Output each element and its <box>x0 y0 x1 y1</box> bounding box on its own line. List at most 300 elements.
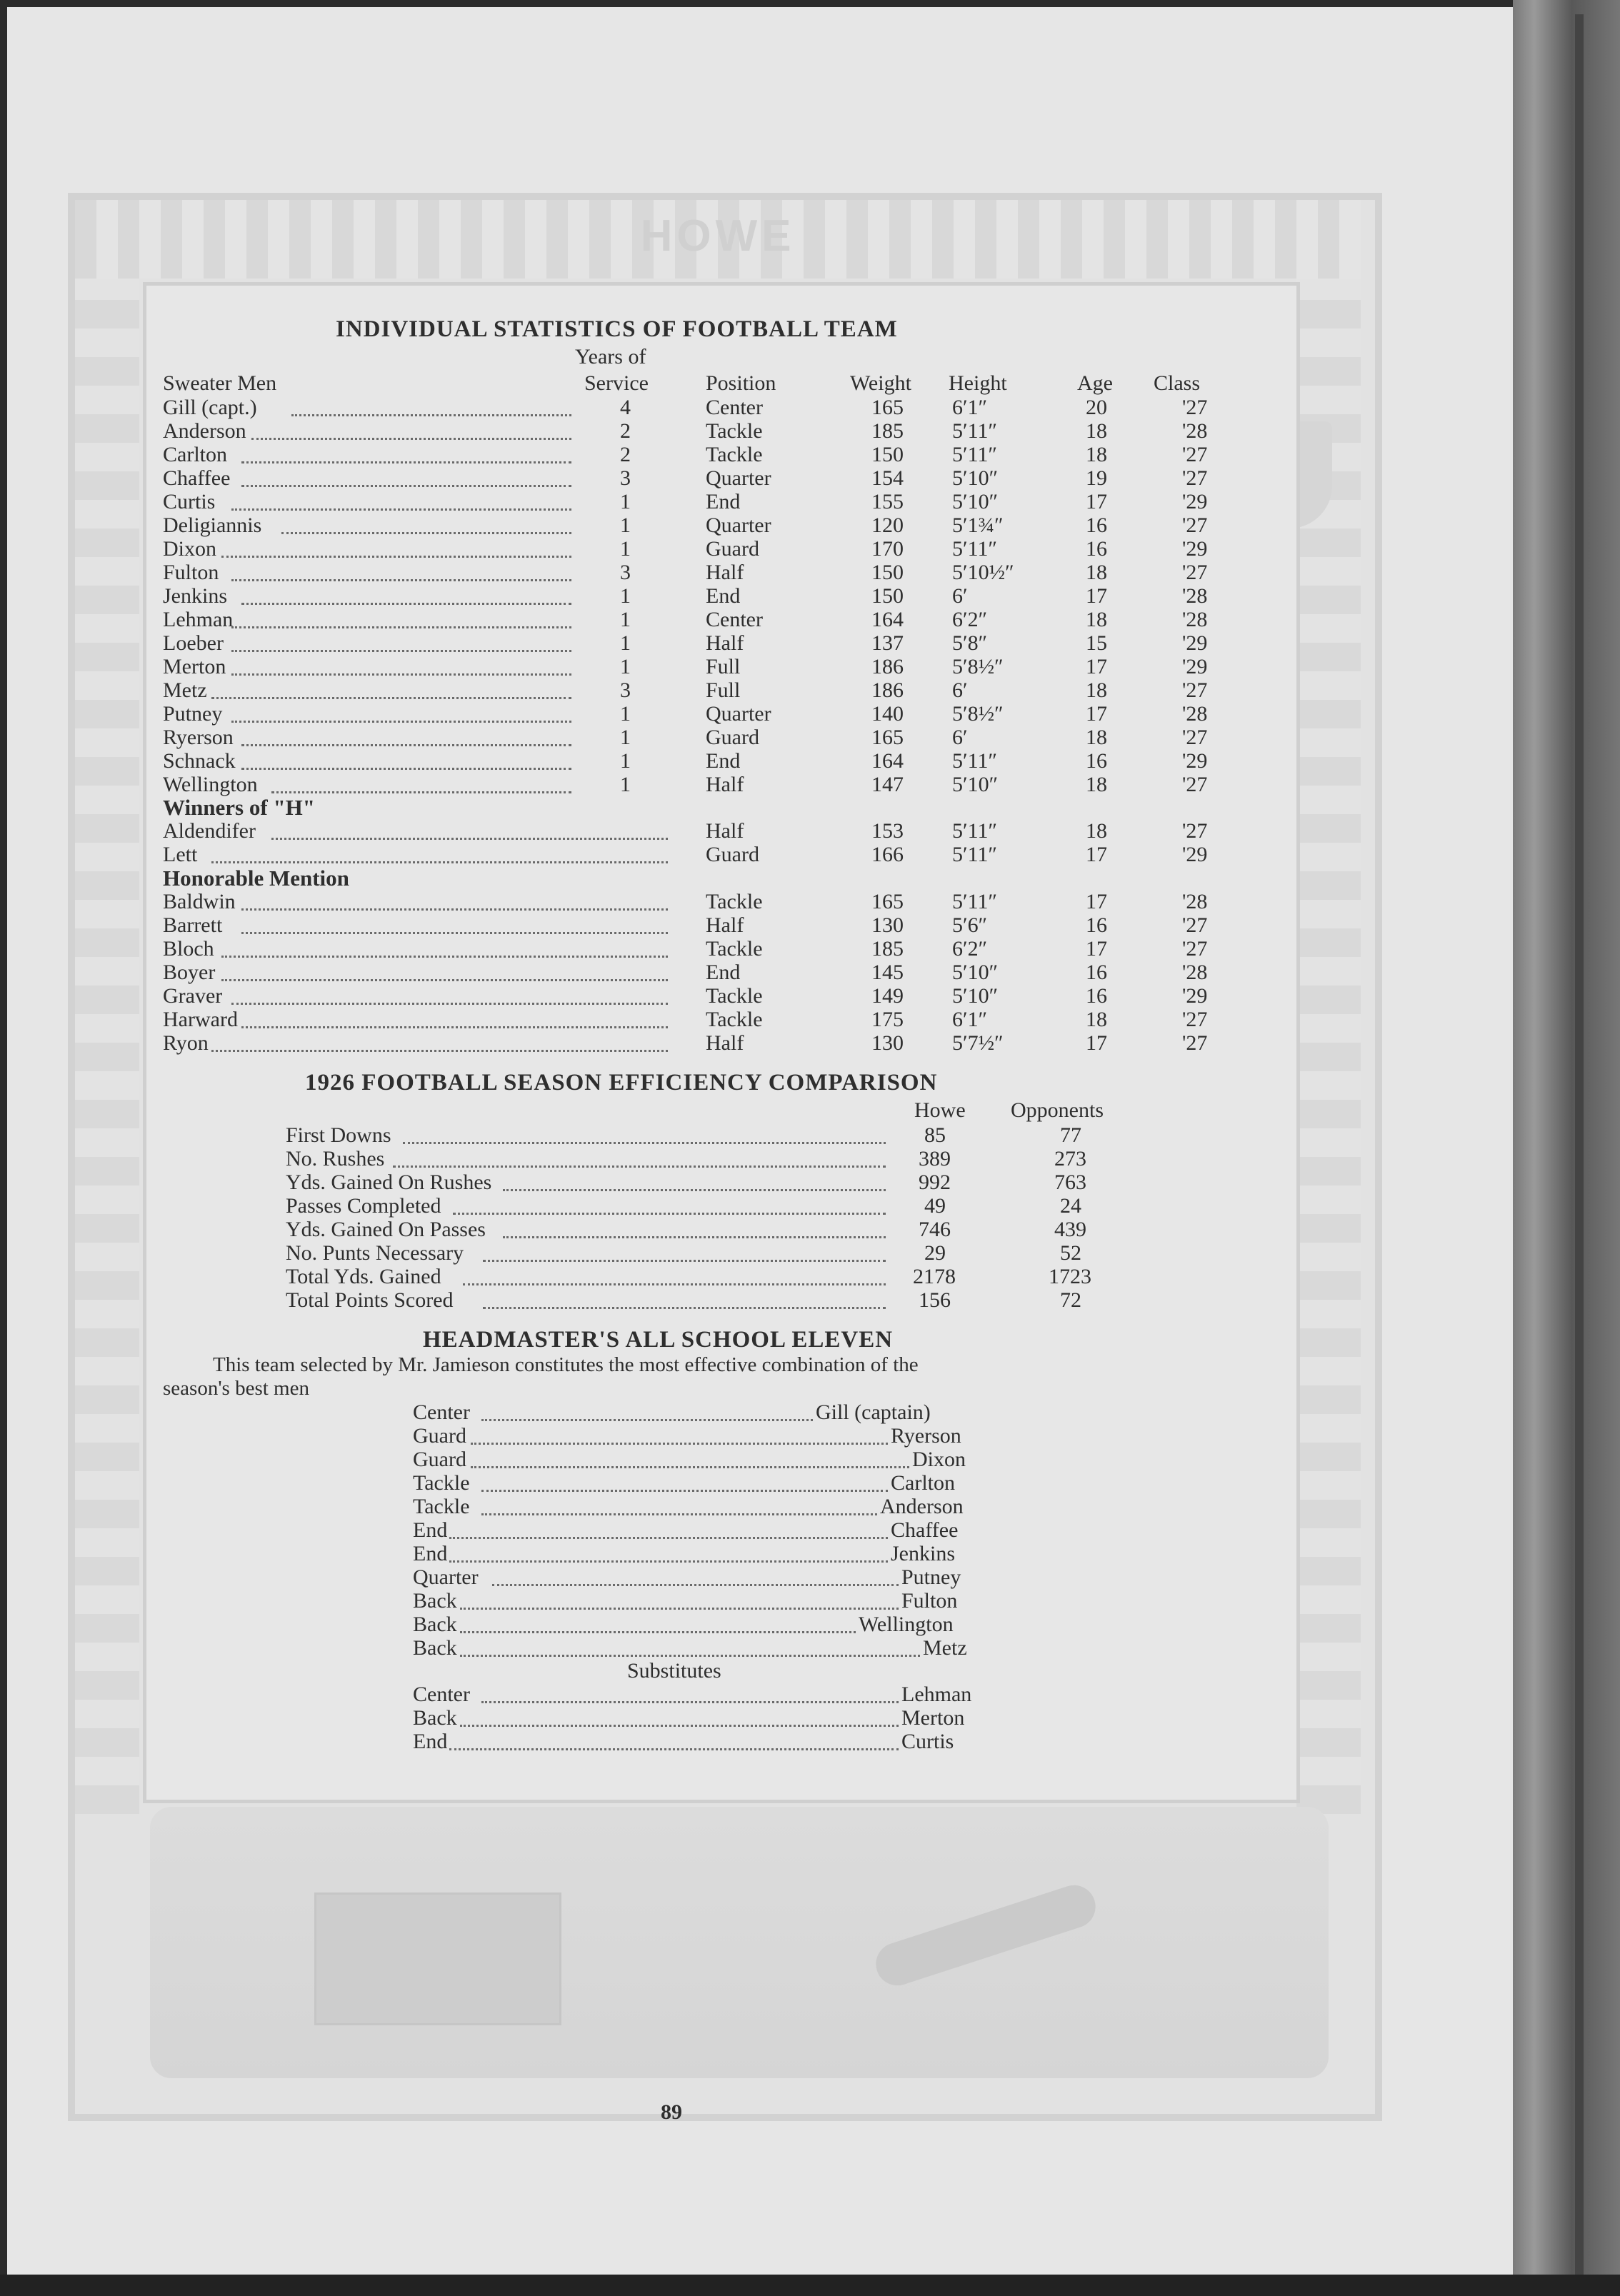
player-name: Curtis <box>163 490 216 513</box>
player-age: 19 <box>1086 466 1107 490</box>
eleven-player: Jenkins <box>891 1542 955 1565</box>
player-age: 17 <box>1086 890 1107 913</box>
dot-leader <box>271 791 571 793</box>
dot-leader <box>231 721 571 723</box>
col-service: Service <box>584 371 649 395</box>
player-age: 16 <box>1086 513 1107 537</box>
player-age: 16 <box>1086 913 1107 937</box>
player-weight: 165 <box>871 890 904 913</box>
eleven-player: Wellington <box>859 1613 954 1636</box>
dot-leader <box>449 1560 888 1563</box>
dot-leader <box>460 1725 899 1727</box>
years-of-service: 2 <box>620 419 631 443</box>
years-of-service: 3 <box>620 466 631 490</box>
player-age: 17 <box>1086 1031 1107 1055</box>
player-age: 17 <box>1086 937 1107 961</box>
dot-leader <box>231 650 571 652</box>
eleven-position: Center <box>413 1400 470 1424</box>
dot-leader <box>271 838 668 840</box>
howe-value: 992 <box>919 1170 951 1194</box>
player-name: Jenkins <box>163 584 227 608</box>
player-position: Quarter <box>706 513 771 537</box>
dot-leader <box>463 1283 886 1285</box>
years-of-service: 3 <box>620 678 631 702</box>
spine-edge <box>1575 14 1584 2285</box>
howe-value: 746 <box>919 1218 951 1241</box>
player-height: 5′8″ <box>952 631 988 655</box>
player-age: 17 <box>1086 655 1107 678</box>
dot-leader <box>460 1655 920 1657</box>
player-class: '27 <box>1182 561 1208 584</box>
page-number: 89 <box>661 2100 682 2124</box>
dot-leader <box>241 461 571 463</box>
opponents-value: 77 <box>1060 1123 1081 1147</box>
player-weight: 170 <box>871 537 904 561</box>
dot-leader <box>393 1165 886 1168</box>
years-of-service: 1 <box>620 773 631 796</box>
player-class: '28 <box>1182 702 1208 726</box>
col-age: Age <box>1077 371 1113 395</box>
dot-leader <box>221 956 668 958</box>
stat-label: Passes Completed <box>286 1194 441 1218</box>
player-height: 5′10″ <box>952 490 999 513</box>
eleven-position: Center <box>413 1683 470 1706</box>
efficiency-title: 1926 FOOTBALL SEASON EFFICIENCY COMPARISON <box>305 1070 938 1096</box>
player-name: Deligiannis <box>163 513 262 537</box>
player-age: 16 <box>1086 537 1107 561</box>
eleven-player: Lehman <box>901 1683 972 1706</box>
player-position: End <box>706 490 741 513</box>
dot-leader <box>449 1537 888 1539</box>
dot-leader <box>483 1307 886 1309</box>
dot-leader <box>241 1026 668 1028</box>
player-weight: 145 <box>871 961 904 984</box>
player-weight: 137 <box>871 631 904 655</box>
player-height: 5′10″ <box>952 984 999 1008</box>
dot-leader <box>231 626 571 628</box>
player-name: Baldwin <box>163 890 236 913</box>
player-height: 6′ <box>952 584 968 608</box>
howe-value: 389 <box>919 1147 951 1170</box>
player-age: 18 <box>1086 561 1107 584</box>
eleven-position: End <box>413 1730 448 1753</box>
col-height: Height <box>949 371 1007 395</box>
player-weight: 164 <box>871 749 904 773</box>
player-height: 5′8½″ <box>952 655 1004 678</box>
player-weight: 185 <box>871 419 904 443</box>
years-of-service: 2 <box>620 443 631 466</box>
dot-leader <box>231 1003 668 1005</box>
player-position: Half <box>706 819 744 843</box>
player-age: 18 <box>1086 1008 1107 1031</box>
dot-leader <box>453 1213 886 1215</box>
dot-leader <box>221 979 668 981</box>
eleven-position: Quarter <box>413 1565 479 1589</box>
howe-value: 85 <box>924 1123 946 1147</box>
player-position: End <box>706 749 741 773</box>
opponents-value: 52 <box>1060 1241 1081 1265</box>
player-name: Boyer <box>163 961 216 984</box>
player-weight: 165 <box>871 726 904 749</box>
player-position: Half <box>706 913 744 937</box>
dot-leader <box>241 744 571 746</box>
player-name: Aldendifer <box>163 819 256 843</box>
eleven-position: Guard <box>413 1448 466 1471</box>
player-name: Lett <box>163 843 198 866</box>
opponents-value: 273 <box>1054 1147 1086 1170</box>
opponents-value: 72 <box>1060 1288 1081 1312</box>
player-height: 6′ <box>952 678 968 702</box>
player-height: 5′11″ <box>952 819 997 843</box>
cannon-illustration <box>871 1880 1101 1991</box>
player-height: 6′1″ <box>952 1008 988 1031</box>
player-age: 18 <box>1086 608 1107 631</box>
player-height: 5′10″ <box>952 961 999 984</box>
player-height: 5′11″ <box>952 749 997 773</box>
player-name: Metz <box>163 678 207 702</box>
player-age: 20 <box>1086 396 1107 419</box>
eleven-player: Putney <box>901 1565 961 1589</box>
player-age: 15 <box>1086 631 1107 655</box>
dot-leader <box>211 1050 668 1052</box>
player-position: Half <box>706 631 744 655</box>
stat-label: Total Points Scored <box>286 1288 454 1312</box>
player-position: Half <box>706 561 744 584</box>
eleven-position: End <box>413 1542 448 1565</box>
bottom-illustration <box>150 1807 1329 2078</box>
page-title: INDIVIDUAL STATISTICS OF FOOTBALL TEAM <box>336 316 898 342</box>
bottom-edge <box>0 2275 1620 2296</box>
player-class: '27 <box>1182 913 1208 937</box>
player-weight: 150 <box>871 443 904 466</box>
eleven-position: End <box>413 1518 448 1542</box>
dot-leader <box>449 1748 899 1750</box>
eleven-player: Dixon <box>912 1448 966 1471</box>
player-weight: 164 <box>871 608 904 631</box>
winners-heading: Winners of "H" <box>163 795 315 820</box>
player-age: 17 <box>1086 490 1107 513</box>
player-name: Wellington <box>163 773 258 796</box>
player-class: '27 <box>1182 937 1208 961</box>
dot-leader <box>460 1608 899 1610</box>
eleven-player: Gill (captain) <box>816 1400 931 1424</box>
player-position: Tackle <box>706 984 763 1008</box>
player-class: '29 <box>1182 631 1208 655</box>
player-class: '28 <box>1182 890 1208 913</box>
dot-leader <box>291 414 571 416</box>
player-class: '27 <box>1182 396 1208 419</box>
col-position: Position <box>706 371 776 395</box>
player-name: Carlton <box>163 443 227 466</box>
dot-leader <box>241 908 668 911</box>
eleven-player: Ryerson <box>891 1424 961 1448</box>
eleven-player: Carlton <box>891 1471 955 1495</box>
dot-leader <box>241 768 571 770</box>
dot-leader <box>471 1443 888 1445</box>
player-class: '29 <box>1182 749 1208 773</box>
player-position: Tackle <box>706 419 763 443</box>
years-of-service: 4 <box>620 396 631 419</box>
player-height: 6′2″ <box>952 937 988 961</box>
player-name: Dixon <box>163 537 216 561</box>
col-sweater-men: Sweater Men <box>163 371 277 395</box>
col-years-of: Years of <box>575 345 646 369</box>
player-class: '27 <box>1182 466 1208 490</box>
player-weight: 166 <box>871 843 904 866</box>
dot-leader <box>231 673 571 676</box>
player-age: 18 <box>1086 678 1107 702</box>
player-weight: 140 <box>871 702 904 726</box>
player-name: Gill (capt.) <box>163 396 257 419</box>
dot-leader <box>211 861 668 863</box>
substitutes-label: Substitutes <box>627 1659 721 1683</box>
player-age: 17 <box>1086 584 1107 608</box>
player-height: 6′2″ <box>952 608 988 631</box>
player-height: 5′8½″ <box>952 702 1004 726</box>
player-class: '28 <box>1182 961 1208 984</box>
player-class: '29 <box>1182 537 1208 561</box>
player-height: 5′11″ <box>952 890 997 913</box>
player-name: Graver <box>163 984 223 1008</box>
player-name: Chaffee <box>163 466 231 490</box>
player-weight: 130 <box>871 1031 904 1055</box>
player-weight: 130 <box>871 913 904 937</box>
dot-leader <box>241 485 571 487</box>
eleven-player: Fulton <box>901 1589 958 1613</box>
col-class: Class <box>1154 371 1201 395</box>
player-height: 5′7½″ <box>952 1031 1004 1055</box>
player-position: Half <box>706 773 744 796</box>
stat-label: Yds. Gained On Rushes <box>286 1170 492 1194</box>
player-name: Barrett <box>163 913 223 937</box>
player-position: Center <box>706 396 763 419</box>
player-position: Full <box>706 655 741 678</box>
player-name: Loeber <box>163 631 224 655</box>
dot-leader <box>241 603 571 605</box>
player-position: Quarter <box>706 702 771 726</box>
player-position: End <box>706 584 741 608</box>
years-of-service: 3 <box>620 561 631 584</box>
player-age: 16 <box>1086 749 1107 773</box>
howe-value: 156 <box>919 1288 951 1312</box>
years-of-service: 1 <box>620 490 631 513</box>
player-age: 17 <box>1086 843 1107 866</box>
player-class: '27 <box>1182 678 1208 702</box>
years-of-service: 1 <box>620 584 631 608</box>
dot-leader <box>471 1466 909 1468</box>
player-class: '29 <box>1182 984 1208 1008</box>
player-weight: 153 <box>871 819 904 843</box>
player-age: 16 <box>1086 961 1107 984</box>
years-of-service: 1 <box>620 749 631 773</box>
dot-leader <box>281 532 571 534</box>
eleven-title: HEADMASTER'S ALL SCHOOL ELEVEN <box>423 1327 894 1353</box>
player-class: '28 <box>1182 608 1208 631</box>
dot-leader <box>481 1490 888 1492</box>
eleven-position: Tackle <box>413 1495 470 1518</box>
honorable-heading: Honorable Mention <box>163 866 349 891</box>
building-illustration <box>314 1893 561 2025</box>
player-class: '28 <box>1182 584 1208 608</box>
years-of-service: 1 <box>620 726 631 749</box>
eleven-player: Chaffee <box>891 1518 959 1542</box>
player-height: 5′10½″ <box>952 561 1014 584</box>
col-weight: Weight <box>850 371 911 395</box>
player-weight: 175 <box>871 1008 904 1031</box>
eleven-intro-line2: season's best men <box>163 1377 309 1400</box>
col-opponents: Opponents <box>1011 1098 1104 1122</box>
player-height: 5′11″ <box>952 443 997 466</box>
player-class: '29 <box>1182 655 1208 678</box>
player-weight: 185 <box>871 937 904 961</box>
player-position: Guard <box>706 537 759 561</box>
player-height: 5′11″ <box>952 537 997 561</box>
player-name: Putney <box>163 702 223 726</box>
player-weight: 165 <box>871 396 904 419</box>
player-height: 6′ <box>952 726 968 749</box>
eleven-position: Back <box>413 1613 457 1636</box>
opponents-value: 439 <box>1054 1218 1086 1241</box>
player-class: '27 <box>1182 1031 1208 1055</box>
player-height: 6′1″ <box>952 396 988 419</box>
years-of-service: 1 <box>620 631 631 655</box>
player-weight: 150 <box>871 584 904 608</box>
player-name: Lehman <box>163 608 234 631</box>
years-of-service: 1 <box>620 513 631 537</box>
dot-leader <box>481 1419 813 1421</box>
stat-label: Yds. Gained On Passes <box>286 1218 486 1241</box>
player-position: End <box>706 961 741 984</box>
player-position: Center <box>706 608 763 631</box>
player-class: '27 <box>1182 773 1208 796</box>
dot-leader <box>211 697 571 699</box>
player-weight: 147 <box>871 773 904 796</box>
player-class: '29 <box>1182 490 1208 513</box>
player-weight: 155 <box>871 490 904 513</box>
dot-leader <box>503 1189 886 1191</box>
howe-value: 2178 <box>913 1265 956 1288</box>
player-name: Fulton <box>163 561 219 584</box>
player-name: Ryerson <box>163 726 234 749</box>
player-position: Tackle <box>706 1008 763 1031</box>
player-height: 5′11″ <box>952 843 997 866</box>
col-howe: Howe <box>914 1098 966 1122</box>
dot-leader <box>481 1513 877 1515</box>
player-age: 18 <box>1086 773 1107 796</box>
eleven-intro-line1: This team selected by Mr. Jamieson constitutes the most effective combination of the <box>213 1353 919 1376</box>
player-age: 18 <box>1086 443 1107 466</box>
howe-frame-header: HOWE <box>640 211 796 261</box>
dot-leader <box>231 579 571 581</box>
dot-leader <box>403 1142 886 1144</box>
player-position: Guard <box>706 726 759 749</box>
player-position: Tackle <box>706 443 763 466</box>
player-name: Anderson <box>163 419 246 443</box>
player-position: Half <box>706 1031 744 1055</box>
stat-label: First Downs <box>286 1123 391 1147</box>
dot-leader <box>503 1236 886 1238</box>
eleven-player: Merton <box>901 1706 965 1730</box>
eleven-position: Back <box>413 1706 457 1730</box>
player-class: '27 <box>1182 443 1208 466</box>
player-class: '28 <box>1182 419 1208 443</box>
player-position: Quarter <box>706 466 771 490</box>
player-weight: 186 <box>871 655 904 678</box>
frame-ornament-left <box>75 279 139 1814</box>
player-position: Full <box>706 678 741 702</box>
player-age: 17 <box>1086 702 1107 726</box>
player-name: Ryon <box>163 1031 209 1055</box>
player-height: 5′10″ <box>952 773 999 796</box>
eleven-player: Curtis <box>901 1730 954 1753</box>
book-spine <box>1513 0 1620 2296</box>
player-height: 5′11″ <box>952 419 997 443</box>
eleven-position: Tackle <box>413 1471 470 1495</box>
player-weight: 149 <box>871 984 904 1008</box>
player-name: Harward <box>163 1008 238 1031</box>
years-of-service: 1 <box>620 537 631 561</box>
stat-label: Total Yds. Gained <box>286 1265 441 1288</box>
player-height: 5′10″ <box>952 466 999 490</box>
years-of-service: 1 <box>620 608 631 631</box>
player-position: Guard <box>706 843 759 866</box>
eleven-position: Back <box>413 1636 457 1660</box>
years-of-service: 1 <box>620 655 631 678</box>
player-class: '29 <box>1182 843 1208 866</box>
player-age: 18 <box>1086 419 1107 443</box>
stat-label: No. Rushes <box>286 1147 385 1170</box>
eleven-position: Back <box>413 1589 457 1613</box>
player-weight: 186 <box>871 678 904 702</box>
eleven-player: Anderson <box>880 1495 964 1518</box>
player-weight: 154 <box>871 466 904 490</box>
dot-leader <box>481 1701 899 1703</box>
player-weight: 120 <box>871 513 904 537</box>
player-position: Tackle <box>706 890 763 913</box>
howe-value: 29 <box>924 1241 946 1265</box>
player-age: 18 <box>1086 819 1107 843</box>
player-position: Tackle <box>706 937 763 961</box>
eleven-position: Guard <box>413 1424 466 1448</box>
dot-leader <box>492 1584 899 1586</box>
years-of-service: 1 <box>620 702 631 726</box>
opponents-value: 24 <box>1060 1194 1081 1218</box>
eleven-player: Metz <box>923 1636 967 1660</box>
player-weight: 150 <box>871 561 904 584</box>
dot-leader <box>460 1631 856 1633</box>
player-class: '27 <box>1182 513 1208 537</box>
player-class: '27 <box>1182 726 1208 749</box>
dot-leader <box>483 1260 886 1262</box>
dot-leader <box>251 438 571 440</box>
howe-value: 49 <box>924 1194 946 1218</box>
player-name: Bloch <box>163 937 214 961</box>
player-class: '27 <box>1182 819 1208 843</box>
player-name: Merton <box>163 655 226 678</box>
player-age: 16 <box>1086 984 1107 1008</box>
dot-leader <box>231 508 571 511</box>
dot-leader <box>241 932 668 934</box>
opponents-value: 763 <box>1054 1170 1086 1194</box>
stat-label: No. Punts Necessary <box>286 1241 464 1265</box>
player-class: '27 <box>1182 1008 1208 1031</box>
player-name: Schnack <box>163 749 236 773</box>
opponents-value: 1723 <box>1049 1265 1091 1288</box>
player-height: 5′1¾″ <box>952 513 1004 537</box>
dot-leader <box>221 556 571 558</box>
player-age: 18 <box>1086 726 1107 749</box>
player-height: 5′6″ <box>952 913 988 937</box>
